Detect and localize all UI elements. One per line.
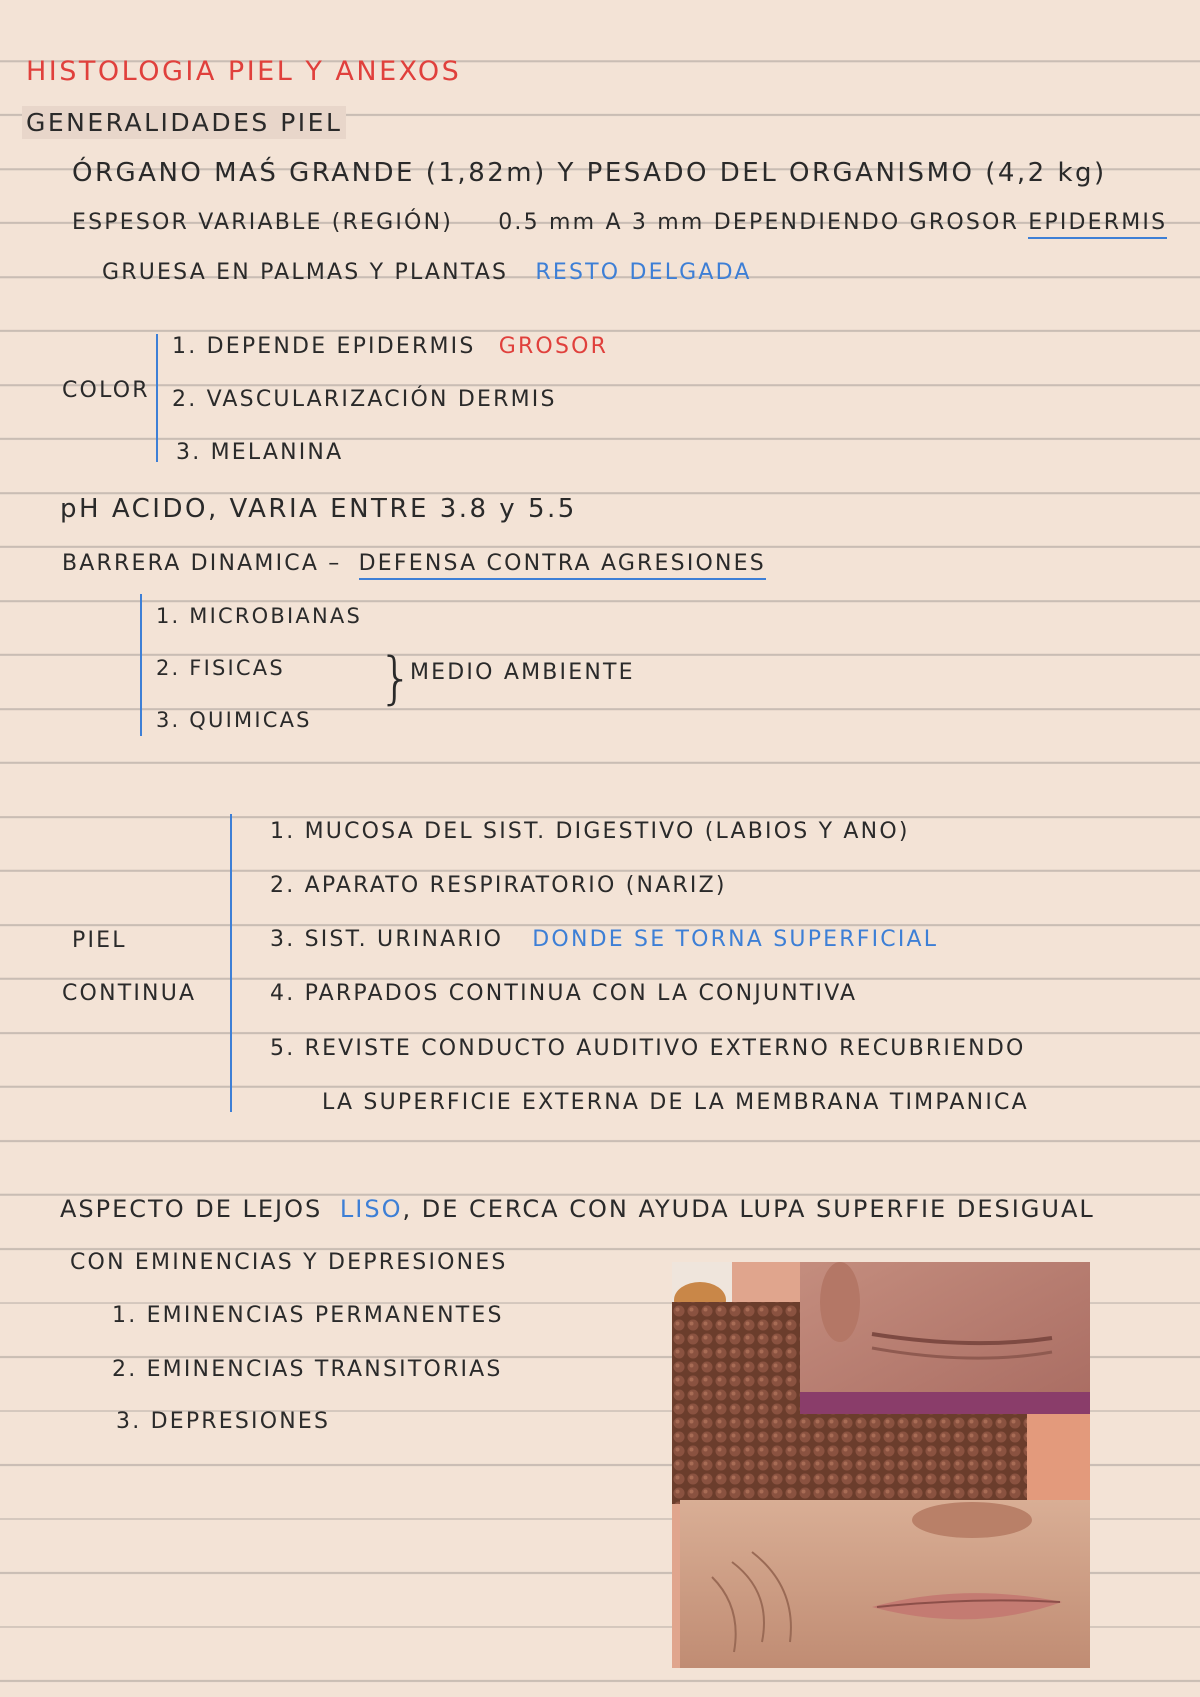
barrera-underlined: DEFENSA CONTRA AGRESIONES: [359, 551, 766, 580]
espesor-epidermis: EPIDERMIS: [1028, 210, 1167, 239]
aspecto-item-3: 3. DEPRESIONES: [116, 1409, 331, 1434]
color-label: COLOR: [62, 378, 150, 403]
barrera-line: [62, 553, 766, 575]
piel-continua-bracket: [230, 814, 232, 1112]
piel-item-4: 4. PARPADOS CONTINUA CON LA CONJUNTIVA: [270, 981, 858, 1006]
continua-label: CONTINUA: [62, 981, 197, 1006]
piel-label: PIEL: [72, 928, 127, 953]
piel-item-3-text: 3. SIST. URINARIO: [270, 927, 504, 952]
barrera-item-1: 1. MICROBIANAS: [156, 604, 362, 628]
aspecto-item-1: 1. EMINENCIAS PERMANENTES: [112, 1303, 504, 1328]
color-bracket: [156, 334, 158, 462]
piel-item-5-cont: LA SUPERFICIE EXTERNA DE LA MEMBRANA TIMPANICA: [322, 1090, 1029, 1115]
piel-item-1: 1. MUCOSA DEL SIST. DIGESTIVO (LABIOS Y ANO): [270, 819, 910, 844]
resto-delgada: RESTO DELGADA: [535, 260, 752, 285]
aspecto-line: [60, 1197, 1095, 1221]
piel-item-5: 5. REVISTE CONDUCTO AUDITIVO EXTERNO RECUBRIENDO: [270, 1036, 1026, 1061]
brace-icon: }: [378, 646, 414, 711]
color-item-3: 3. MELANINA: [176, 440, 344, 465]
piel-item-3: [270, 929, 938, 951]
barrera-prefix: BARRERA DINAMICA –: [62, 551, 342, 576]
gruesa-text: GRUESA EN PALMAS Y PLANTAS: [102, 260, 509, 285]
barrera-item-2: 2. FISICAS: [156, 656, 285, 680]
ph-line: pH ACIDO, VARIA ENTRE 3.8 y 5.5: [60, 494, 577, 524]
aspecto-prefix: ASPECTO DE LEJOS: [60, 1195, 323, 1223]
piel-item-2: 2. APARATO RESPIRATORIO (NARIZ): [270, 873, 727, 898]
color-item-1-accent: GROSOR: [498, 334, 609, 359]
medio-ambiente: MEDIO AMBIENTE: [410, 660, 635, 685]
color-item-1: [172, 336, 608, 358]
organo-line: ÓRGANO MAŚ GRANDE (1,82m) Y PESADO DEL ORGANISMO (4,2 kg): [72, 158, 1107, 188]
aspecto-liso: LISO: [339, 1195, 403, 1223]
aspecto-line-2: CON EMINENCIAS Y DEPRESIONES: [70, 1250, 508, 1275]
espesor-prefix: ESPESOR VARIABLE (REGIÓN): [72, 210, 454, 235]
generalidades-heading-text: GENERALIDADES PIEL: [22, 106, 346, 139]
barrera-bracket: [140, 594, 142, 736]
page-title: HISTOLOGIA PIEL Y ANEXOS: [26, 56, 462, 87]
skin-photo-collage: [672, 1262, 1090, 1668]
color-item-2: 2. VASCULARIZACIÓN DERMIS: [172, 387, 557, 412]
skin-collage-image: [672, 1262, 1090, 1668]
espesor-range: 0.5 mm A 3 mm DEPENDIENDO GROSOR: [498, 210, 1020, 235]
barrera-item-3: 3. QUIMICAS: [156, 708, 312, 732]
aspecto-suffix: , DE CERCA CON AYUDA LUPA SUPERFIE DESIGUAL: [402, 1195, 1095, 1223]
piel-item-3-accent: DONDE SE TORNA SUPERFICIAL: [532, 927, 939, 952]
gruesa-line: [102, 262, 752, 284]
espesor-line: [72, 212, 1167, 234]
color-item-1-text: 1. DEPENDE EPIDERMIS: [172, 334, 476, 359]
section-heading-generalidades: [22, 110, 346, 135]
aspecto-item-2: 2. EMINENCIAS TRANSITORIAS: [112, 1357, 503, 1382]
